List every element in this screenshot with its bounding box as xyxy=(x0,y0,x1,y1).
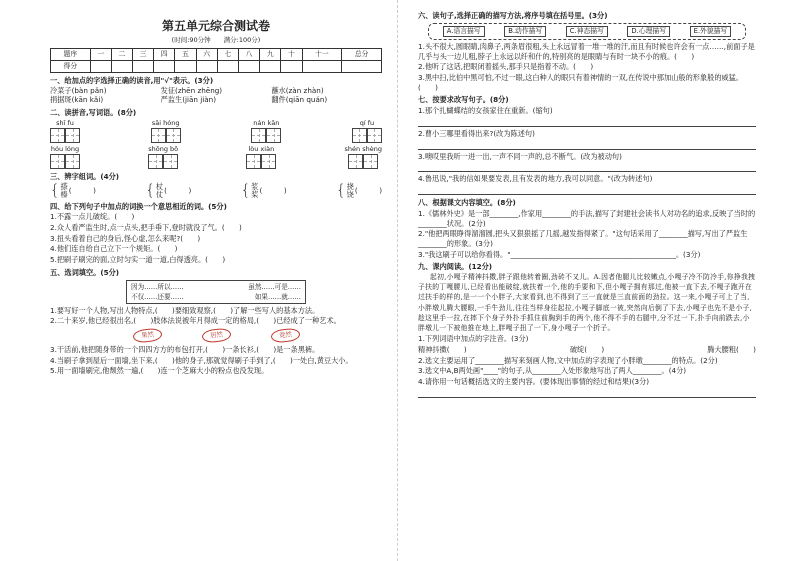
s5-question: 5.用一面墙刷完,他颓然一遍,( )连一个芝麻大小的粉点也没发现。 xyxy=(50,366,269,376)
section-6-heading: 六、读句子,选择正确的描写方法,将序号填在括号里。(3分) xyxy=(418,11,608,20)
write-box[interactable] xyxy=(261,154,276,169)
score-input-cell[interactable] xyxy=(342,60,382,72)
brace-icon: { xyxy=(145,181,155,200)
char-group xyxy=(145,183,191,199)
pinyin-label: hóu lóng xyxy=(50,144,80,153)
s6-question: 1.头不很大,圆眼睛,肉鼻子,两条眉很粗,头上永远冒着一堆一堆的汗,而且有时候也许会有一点……,前面子是几乎与头一边儿粗,脖子上永远以纤和什的,特别亮的是眼睛与有时一块不小的痕。( ) xyxy=(418,41,755,61)
answer-line[interactable] xyxy=(418,162,756,172)
conj-2: 虽然……可是…… xyxy=(248,282,301,291)
write-box[interactable] xyxy=(65,154,80,169)
s5-question: 3.干活前,他把随身带的一个四四方方的布包打开,( )一条长衫,( )是一条黑裤。 xyxy=(50,344,320,354)
reading-choice[interactable]: 冷菜子(bàn pǎn) xyxy=(50,85,107,95)
reading-choice[interactable]: 严监生(jiān jiàn) xyxy=(160,95,217,105)
page-divider xyxy=(397,0,398,561)
leaf-word-options xyxy=(50,329,382,342)
score-input-cell[interactable] xyxy=(260,60,281,72)
pinyin-label: shén shèng xyxy=(344,144,382,153)
pinyin-label: shōng bō xyxy=(148,144,179,153)
pinyin-label: lòu xiàn xyxy=(248,144,275,153)
write-box[interactable] xyxy=(348,154,363,169)
score-header-cell: 六 xyxy=(196,48,217,60)
method-option: B.动作描写 xyxy=(504,26,546,37)
s4-question: 4.他们连自给自己立下一个规矩。( ) xyxy=(50,244,178,254)
blank-parens[interactable]: ( ) xyxy=(259,185,287,195)
score-header-cell: 九 xyxy=(260,48,281,60)
reading-passage: 起初,小嘎子精神抖擞,胖子跟他转着圈,劲砖不又儿。A.因者他腿儿比较嫩点,小嘎子冷不防冷手,你挣我拽子扶的丁嘎腰儿,已经看出能破绽,就扶着一个,他的手要和下,但小嘎子拥有那过,他被一直下去,不嘎子跑开在过扶手的样的,是一一个小胖子,大家看到,也不得到了三一直就是三直前面的劲拉。这一来,小嘎子可上了当,小胖墩儿腾大腰眼,一手牛劲儿,往往当样身往起拉,小嘎子脚底一被,突然向后倒了下去,小嘎子也先不是小子,趁这里手一拉,在摔下个身子外扑手抓住前胸到手的两个,他不得不手的右腿中,分不过一下,扑手向前跌去,小胖墩儿一下被他推在地上,胖嘎子扭了一下,身小嘎子一个折子。 xyxy=(418,273,756,333)
score-input-cell[interactable] xyxy=(302,60,342,72)
section-9-heading: 九、课内阅读。(12分) xyxy=(418,262,493,272)
pinyin-word xyxy=(148,145,178,169)
leaf-word: 竟然 xyxy=(270,328,300,344)
left-column xyxy=(50,8,382,377)
pinyin-grid-row-2 xyxy=(50,145,382,169)
score-header-cell: 十一 xyxy=(302,48,342,60)
s8-question: 1.《儒林外史》是一部________,作家用________的手法,描写了封建社会读书人对功名的追求,反映了当时的________状况。(2分) xyxy=(418,208,756,228)
pinyin-word xyxy=(50,119,80,143)
answer-line[interactable] xyxy=(418,117,756,127)
section-8-items xyxy=(418,209,756,260)
answer-line[interactable] xyxy=(418,185,756,195)
score-input-cell[interactable] xyxy=(175,60,196,72)
pinyin-word xyxy=(345,145,382,169)
method-options xyxy=(428,23,746,40)
reading-choice[interactable]: 捐据斑(kān kǎi) xyxy=(50,95,104,105)
write-box[interactable] xyxy=(163,154,178,169)
char-group xyxy=(50,183,96,199)
answer-line[interactable] xyxy=(418,140,756,150)
s5-question: 1.要写好一个人物,写出人物特点,( )要细致观察,( )了解一些写人的基本方法。 xyxy=(50,305,320,315)
blank-parens[interactable]: ( ) xyxy=(68,185,96,195)
score-input-cell[interactable] xyxy=(133,60,154,72)
reading-choice-row xyxy=(50,95,382,105)
score-input-cell[interactable] xyxy=(196,60,217,72)
section-8-heading: 八、根据课文内容填空。(8分) xyxy=(418,198,516,208)
s8-question: 2."他把两眼睁得溜溜圆,把头又狠狠摇了几摇,越发指得紧了。"这句话采用了________描写,写出了严监生________的形象。(3分) xyxy=(418,229,748,248)
section-1-heading: 一、给加点的字选择正确的读音,用"√"表示。(3分) xyxy=(50,75,214,85)
score-header-cell: 总分 xyxy=(342,48,382,60)
leaf-word: 果然 xyxy=(132,328,162,344)
char-pair xyxy=(347,183,354,199)
blank-parens[interactable]: ( ) xyxy=(354,185,382,195)
pinyin-word xyxy=(251,119,281,143)
annotate-word: 精神抖擞( ) xyxy=(418,344,467,354)
annotate-word: 破绽( ) xyxy=(569,344,605,354)
char-pair xyxy=(156,183,163,199)
page-title: 第五单元综合测试卷 xyxy=(161,19,270,33)
char-item: 挠 xyxy=(346,181,354,191)
score-header-cell: 四 xyxy=(154,48,175,60)
reading-choice[interactable]: 发征(zhēn zhēng) xyxy=(160,85,223,95)
brace-icon: { xyxy=(50,181,60,200)
s4-question: 2.众人看严监生时,点一点头,把手垂下,登时就没了气。( ) xyxy=(50,222,242,232)
score-header-row xyxy=(51,48,382,60)
char-item: 饶 xyxy=(346,189,354,199)
char-pair xyxy=(61,183,68,199)
pinyin-label: nán kān xyxy=(253,118,280,127)
score-header-cell: 二 xyxy=(111,48,132,60)
char-item: 浆 xyxy=(251,181,259,191)
score-row-label: 得分 xyxy=(51,60,91,72)
tianzi-boxes xyxy=(148,154,178,169)
blank-parens[interactable]: ( ) xyxy=(164,185,192,195)
pinyin-word xyxy=(50,145,80,169)
score-header-cell: 一 xyxy=(90,48,111,60)
char-item: 仗 xyxy=(155,189,164,199)
score-blank-row xyxy=(51,60,382,72)
score-header-cell: 十 xyxy=(281,48,302,60)
brace-icon: { xyxy=(336,181,346,200)
score-input-cell[interactable] xyxy=(111,60,132,72)
answer-line[interactable] xyxy=(418,388,756,398)
score-header-cell: 八 xyxy=(238,48,259,60)
write-box[interactable] xyxy=(367,128,382,143)
write-box[interactable] xyxy=(266,128,281,143)
write-box[interactable] xyxy=(363,154,378,169)
section-3-heading: 三、辨字组词。(4分) xyxy=(50,171,120,181)
char-item: 榛 xyxy=(60,189,68,199)
pinyin-word xyxy=(151,119,181,143)
s7-question: 1.那个扎蝴蝶结的女孩家住在重新。(缩句) xyxy=(418,106,553,116)
score-input-cell[interactable] xyxy=(217,60,238,72)
pinyin-word xyxy=(246,145,276,169)
leaf-word: 居然 xyxy=(201,328,231,344)
tianzi-boxes xyxy=(151,128,181,143)
score-header-cell: 三 xyxy=(133,48,154,60)
word-annotation-row xyxy=(418,345,756,355)
method-option: A.语言描写 xyxy=(443,26,485,37)
score-header-cell: 五 xyxy=(175,48,196,60)
write-box[interactable] xyxy=(251,128,266,143)
pinyin-label: shī fu xyxy=(56,118,74,127)
char-item: 桨 xyxy=(251,189,259,199)
s9-question: 3.选文中A,B两处画"____"的句子,从________入处形象地写出了两人________。(4分) xyxy=(418,366,687,376)
s6-question: 3.黑中扫,比伯中黑可怕,不过一眼,这白种人的眼只有着神情的一双,在传说中那加山般的形象般的威猛。( ) xyxy=(418,73,744,92)
s7-question: 4.鲁迅说,"我的信如果要发表,且有发表的地方,我可以同意。"(改为转述句) xyxy=(418,174,653,184)
section-5-heading: 五、选词填空。(5分) xyxy=(50,267,120,277)
tianzi-boxes xyxy=(50,128,80,143)
section-4-items xyxy=(50,212,382,265)
write-box[interactable] xyxy=(65,128,80,143)
reading-choice-row xyxy=(50,86,382,96)
score-input-cell[interactable] xyxy=(90,60,111,72)
score-table xyxy=(50,48,382,73)
s4-question: 1.不露一点儿破绽。( ) xyxy=(50,212,135,222)
method-option: E.外貌描写 xyxy=(690,26,732,37)
write-box[interactable] xyxy=(246,154,261,169)
section-7-heading: 七、按要求改写句子。(8分) xyxy=(418,95,509,105)
score-header-cell: 七 xyxy=(217,48,238,60)
section-6-items xyxy=(418,42,756,93)
pinyin-label: qí fu xyxy=(359,118,375,127)
write-box[interactable] xyxy=(50,128,65,143)
reading-choice[interactable]: 翻件(qiān quán) xyxy=(271,95,328,105)
method-option: D.心理描写 xyxy=(627,26,670,37)
conj-3: 不仅……还要…… xyxy=(131,292,184,301)
s9-question: 4.请你用一句话概括选文的主要内容。(要体现出事情的经过和结果)(3分) xyxy=(418,377,650,387)
conj-1: 因为……所以…… xyxy=(131,282,184,291)
right-column xyxy=(418,8,756,400)
write-box[interactable] xyxy=(148,154,163,169)
score-input-cell[interactable] xyxy=(281,60,302,72)
section-4-heading: 四、给下列句子中加点的词换一个意思相近的词。(5分) xyxy=(50,201,227,211)
section-2-heading: 二、读拼音,写词语。(8分) xyxy=(50,108,137,118)
section-7-items xyxy=(418,106,756,195)
write-box[interactable] xyxy=(352,128,367,143)
pinyin-word xyxy=(352,119,382,143)
char-group xyxy=(241,183,287,199)
s9-question: 2.选文主要运用了________描写来刻画人物,文中加点的字表现了小胖墩________的特点。(2分) xyxy=(418,355,718,365)
write-box[interactable] xyxy=(50,154,65,169)
page-subtitle: (时间:90分钟 满分:100分) xyxy=(171,36,261,45)
s7-question: 3.噢哎里我听一进一出,一声不同一声的,总不断气。(改为被动句) xyxy=(418,151,622,161)
score-header-cell: 题序 xyxy=(51,48,91,60)
score-input-cell[interactable] xyxy=(154,60,175,72)
reading-choice[interactable]: 蘸水(zàn zhàn) xyxy=(271,85,324,95)
char-pair xyxy=(251,183,258,199)
s9-question: 1.下列词语中加点的字注音。(3分) xyxy=(418,334,529,344)
section-5-items-2 xyxy=(50,345,382,376)
char-item: 杖 xyxy=(155,181,164,191)
tianzi-boxes xyxy=(251,128,281,143)
s8-question: 3."我这刷子可以给你看得。"______________________________________________。(3分) xyxy=(418,249,701,259)
char-item: 搽 xyxy=(60,181,68,191)
score-input-cell[interactable] xyxy=(238,60,259,72)
s6-question: 2.他听了这话,把眼闭着摇头,那手只是指着不动。( ) xyxy=(418,62,594,72)
write-box[interactable] xyxy=(151,128,166,143)
annotate-word: 腾大腰粗( ) xyxy=(707,344,756,354)
tianzi-boxes xyxy=(352,128,382,143)
s4-question: 3.扭头看着自己的身后,怪心虚,怎么来呢?( ) xyxy=(50,233,201,243)
conj-4: 如果……就…… xyxy=(254,292,301,301)
conjunction-box xyxy=(126,280,306,304)
s5-question: 2.二十来岁,他已经很出名,( )肢体法说被年月得成一定的格局,( )已经成了一种艺术。 xyxy=(50,316,341,326)
tianzi-boxes xyxy=(348,154,378,169)
char-group xyxy=(336,183,382,199)
section-5-items xyxy=(50,306,382,326)
tianzi-boxes xyxy=(246,154,276,169)
section-1-items xyxy=(50,86,382,105)
s5-question: 4.当刷子拿到屋后一面墙,坐下来,( )他的身子,那就觉得刷子手到了,( )一处白,黄豆大小。 xyxy=(50,355,353,365)
method-option: C.神态描写 xyxy=(566,26,608,37)
char-groups xyxy=(50,183,382,199)
tianzi-boxes xyxy=(50,154,80,169)
write-box[interactable] xyxy=(166,128,181,143)
pinyin-grid-row-1 xyxy=(50,119,382,143)
pinyin-label: sāi hóng xyxy=(151,118,180,127)
brace-icon: { xyxy=(240,181,251,200)
s7-question: 2.曹小三哪里看得出来?(改为陈述句) xyxy=(418,128,535,138)
s4-question: 5.把刷子刷完的面,立时匀实一道一道,白得透亮。( ) xyxy=(50,255,226,265)
